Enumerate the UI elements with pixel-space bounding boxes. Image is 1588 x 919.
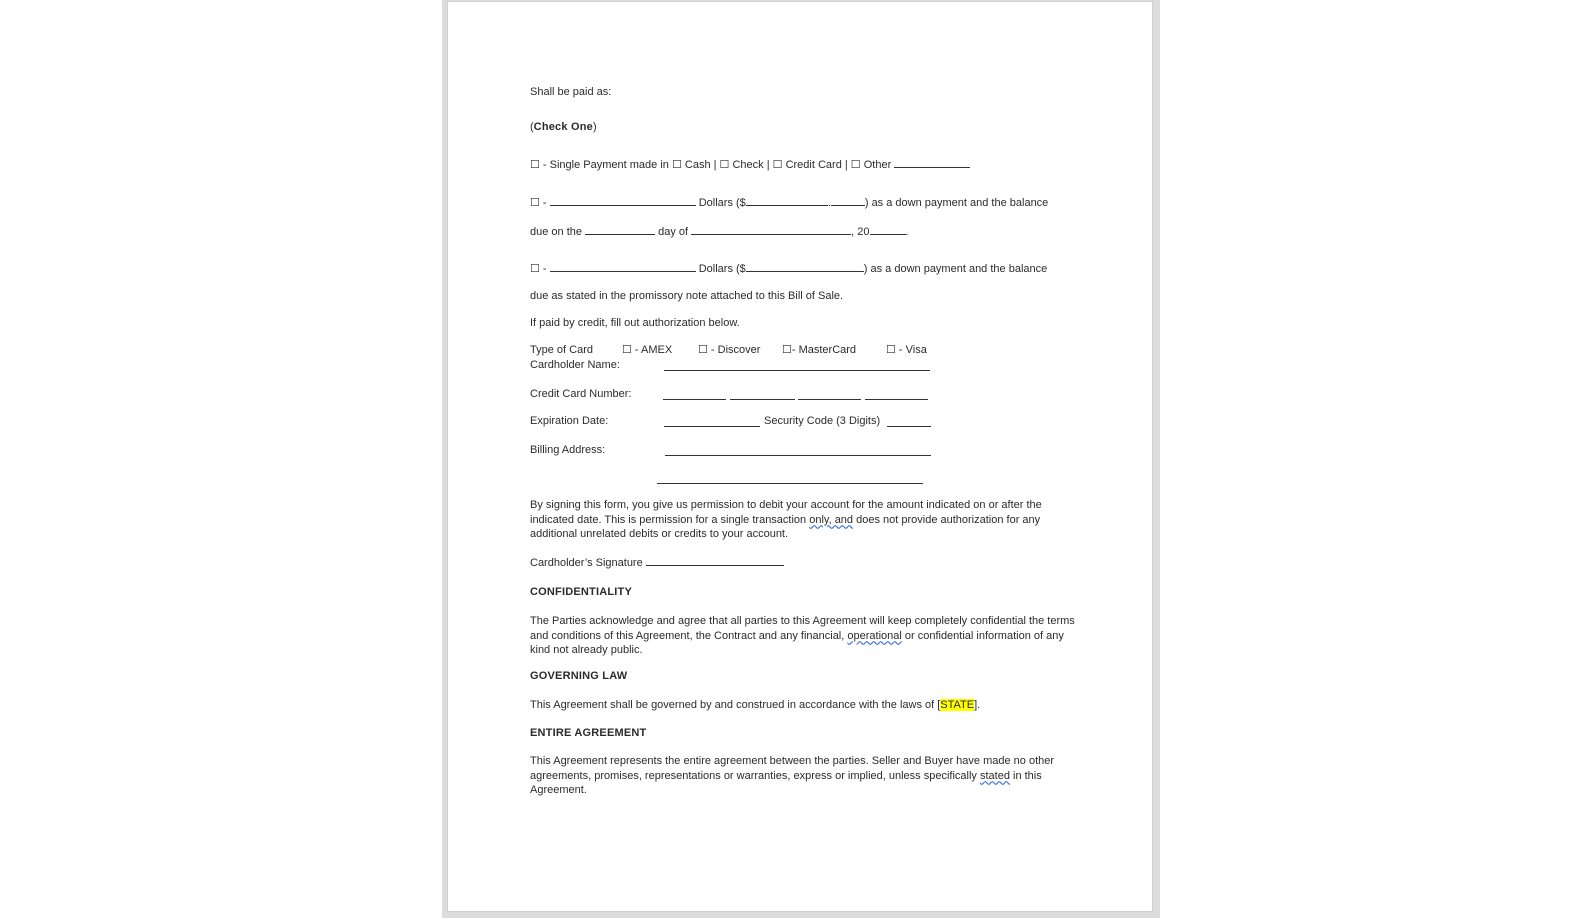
check-checkbox[interactable]: ☐ [719, 159, 730, 171]
visa-label: - Visa [895, 344, 927, 356]
amount-words-blank-1[interactable] [550, 195, 696, 206]
paren-open: ( [530, 121, 534, 133]
confidentiality-heading: CONFIDENTIALITY [530, 586, 632, 598]
down-payment-checkbox-1[interactable]: ☐ [530, 197, 540, 209]
year-prefix-label: , 20 [851, 226, 870, 238]
check-one-line [530, 120, 597, 135]
expiration-date-field[interactable] [664, 426, 760, 427]
entire-agreement-paragraph [530, 754, 1075, 798]
authorization-paragraph [530, 498, 1075, 542]
single-payment-checkbox[interactable]: ☐ [530, 159, 540, 171]
mastercard-checkbox[interactable]: ☐ [782, 344, 792, 356]
cardholder-name-label: Cardholder Name: [530, 359, 620, 371]
discover-label: - Discover [707, 344, 761, 356]
dash-1: - [539, 197, 550, 209]
amex-checkbox[interactable]: ☐ [622, 344, 632, 356]
single-payment-text: - Single Payment made in [539, 159, 672, 171]
other-checkbox[interactable]: ☐ [850, 159, 861, 171]
other-label: Other [860, 159, 895, 171]
promissory-note-line: due as stated in the promissory note attached to this Bill of Sale. [530, 290, 844, 302]
billing-address-label: Billing Address: [530, 444, 606, 456]
cents-blank-1[interactable] [831, 195, 865, 206]
check-one-label: Check One [533, 121, 593, 133]
dollars-label-1: Dollars ($ [695, 197, 746, 209]
entire-flagged-word: stated [979, 769, 1010, 782]
down-payment-text-2: ) as a down payment and the balance [863, 263, 1048, 275]
security-code-field[interactable] [887, 426, 931, 427]
billing-address-field-2[interactable] [657, 483, 923, 484]
governing-text-2: ]. [974, 699, 981, 711]
amex-option[interactable] [622, 343, 672, 358]
entire-agreement-heading: ENTIRE AGREEMENT [530, 727, 647, 739]
due-day-blank[interactable] [585, 224, 655, 235]
credit-card-checkbox[interactable]: ☐ [772, 159, 783, 171]
visa-option[interactable] [886, 343, 927, 358]
down-payment-line-1 [530, 195, 1048, 211]
down-payment-line-2 [530, 261, 1047, 277]
credit-instructions-line: If paid by credit, fill out authorization below. [530, 317, 740, 329]
cardholder-name-field[interactable] [664, 370, 930, 371]
confidentiality-paragraph [530, 614, 1075, 658]
due-period: . [905, 226, 909, 238]
cash-label: Cash | [681, 159, 720, 171]
due-month-blank[interactable] [691, 224, 851, 235]
visa-checkbox[interactable]: ☐ [886, 344, 896, 356]
amex-label: - AMEX [631, 344, 673, 356]
decimal-point-1: . [827, 197, 831, 209]
discover-option[interactable] [698, 343, 760, 358]
card-number-field-1[interactable] [663, 399, 726, 400]
other-blank[interactable] [894, 157, 970, 168]
card-number-label: Credit Card Number: [530, 388, 632, 400]
confidentiality-text-1: The Parties acknowledge and agree that all parties to this Agreement will keep completely confidential the terms and conditions of this Agreement, the Contract and any financial, [530, 615, 1075, 642]
card-number-field-3[interactable] [798, 399, 861, 400]
authorization-text-2: does not provide authorization for any additional unrelated debits or credits to your account. [530, 513, 1041, 540]
down-payment-text-1: ) as a down payment and the balance [864, 197, 1049, 209]
state-placeholder[interactable]: STATE [940, 699, 975, 711]
entire-text-1: This Agreement represents the entire agreement between the parties. Seller and Buyer have made no other agreements, promises, representations or warranties, express or implied, unless specifically [530, 755, 1055, 782]
credit-card-label: Credit Card | [782, 159, 851, 171]
signature-field[interactable] [646, 555, 784, 566]
mastercard-label: - MasterCard [791, 344, 857, 356]
check-label: Check | [729, 159, 773, 171]
entire-text-2: in this Agreement. [530, 769, 1042, 796]
governing-text-1: This Agreement shall be governed by and construed in accordance with the laws of [ [530, 699, 941, 711]
signature-label: Cardholder’s Signature [530, 557, 646, 569]
shall-be-paid-line: Shall be paid as: [530, 86, 612, 98]
billing-address-field-1[interactable] [665, 455, 931, 456]
down-payment-checkbox-2[interactable]: ☐ [530, 263, 540, 275]
paren-close: ) [592, 121, 597, 133]
security-code-label: Security Code (3 Digits) [764, 415, 881, 427]
day-of-label: day of [655, 226, 692, 238]
confidentiality-flagged-word: operational [847, 629, 902, 642]
governing-law-paragraph [530, 698, 980, 713]
dollars-label-2: Dollars ($ [695, 263, 746, 275]
dollars-blank-2[interactable] [746, 261, 864, 272]
document-page [448, 2, 1152, 911]
governing-law-heading: GOVERNING LAW [530, 670, 628, 682]
due-on-the-label: due on the [530, 226, 586, 238]
confidentiality-text-2: or confidential information of any kind not already public. [530, 629, 1064, 656]
card-number-field-2[interactable] [730, 399, 795, 400]
authorization-text-1: By signing this form, you give us permission to debit your account for the amount indicated on or after the indicated date. This is permission for a single transaction [530, 499, 1042, 526]
single-payment-line [530, 157, 970, 173]
type-of-card-label: Type of Card [530, 344, 593, 356]
mastercard-option[interactable] [782, 343, 856, 358]
expiration-date-label: Expiration Date: [530, 415, 609, 427]
authorization-flagged-word: only, and [809, 513, 854, 526]
amount-words-blank-2[interactable] [550, 261, 696, 272]
signature-line [530, 555, 784, 571]
due-date-line [530, 224, 909, 240]
discover-checkbox[interactable]: ☐ [698, 344, 708, 356]
card-number-field-4[interactable] [865, 399, 928, 400]
cash-checkbox[interactable]: ☐ [671, 159, 682, 171]
dollars-blank-1[interactable] [746, 195, 828, 206]
due-year-blank[interactable] [870, 224, 906, 235]
dash-2: - [539, 263, 550, 275]
